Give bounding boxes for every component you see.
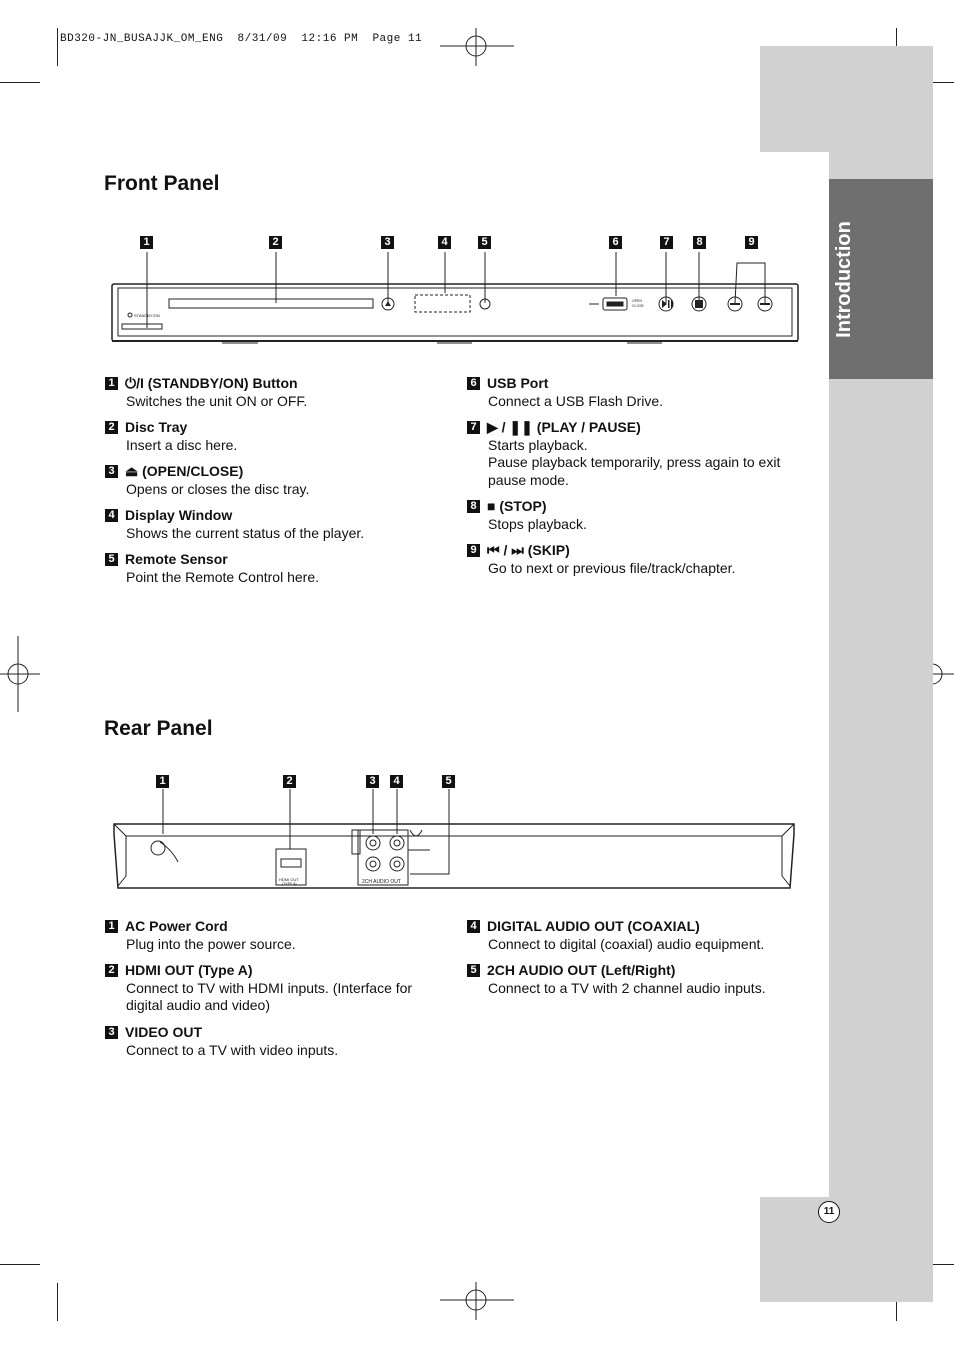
front-item-7 xyxy=(467,419,797,489)
front-item-8 xyxy=(467,498,797,533)
front-callout-4: 4 xyxy=(438,236,451,249)
rear-panel-illustration xyxy=(100,786,810,896)
item-desc: Shows the current status of the player. xyxy=(126,524,365,541)
margin-band-bottom xyxy=(760,1197,933,1302)
item-desc: Opens or closes the disc tray. xyxy=(126,480,310,497)
item-desc: Connect to TV with HDMI inputs. (Interface for digital audio and video) xyxy=(126,979,413,1013)
rear-item-3 xyxy=(105,1024,445,1059)
item-badge: 5 xyxy=(105,553,118,566)
front-panel-illustration xyxy=(100,248,810,353)
item-title: 2CH AUDIO OUT (Left/Right) xyxy=(487,962,676,978)
front-callout-9: 9 xyxy=(745,236,758,249)
front-callout-8: 8 xyxy=(693,236,706,249)
item-badge: 1 xyxy=(105,920,118,933)
item-title: Remote Sensor xyxy=(125,551,228,567)
rear-audio-text: 2CH AUDIO OUT xyxy=(362,879,401,885)
item-title: Disc Tray xyxy=(125,419,188,435)
item-desc-2: Pause playback temporarily, press again to exit pause mode. xyxy=(488,454,781,488)
item-title: VIDEO OUT xyxy=(125,1024,203,1040)
print-slug: BD320-JN_BUSAJJK_OM_ENG 8/31/09 12:16 PM Page 11 xyxy=(60,33,423,45)
margin-band-top xyxy=(760,46,933,152)
item-title: HDMI OUT (Type A) xyxy=(125,962,253,978)
rear-item-4 xyxy=(467,918,797,953)
item-desc: Stops playback. xyxy=(488,515,587,532)
item-badge: 2 xyxy=(105,964,118,977)
item-title: ⏮ / ⏭ (SKIP) xyxy=(487,542,570,558)
front-callout-5: 5 xyxy=(478,236,491,249)
rear-item-2 xyxy=(105,962,435,1015)
item-badge: 8 xyxy=(467,500,480,513)
rear-hdmi-text: HDMI OUT xyxy=(279,877,299,882)
front-item-6 xyxy=(467,375,797,410)
item-title: Display Window xyxy=(125,507,233,523)
section-tab-label-wrap xyxy=(829,179,859,379)
item-title: ⏏ (OPEN/CLOSE) xyxy=(125,463,244,479)
item-desc: Connect to digital (coaxial) audio equipment. xyxy=(488,935,765,952)
item-badge: 5 xyxy=(467,964,480,977)
rear-callout-3: 3 xyxy=(366,775,379,788)
front-close-text: CLOSE xyxy=(632,304,644,308)
item-badge: 2 xyxy=(105,421,118,434)
item-title: AC Power Cord xyxy=(125,918,228,934)
front-callout-1: 1 xyxy=(140,236,153,249)
item-desc: Connect to a TV with video inputs. xyxy=(126,1041,339,1058)
item-badge: 4 xyxy=(467,920,480,933)
front-item-3 xyxy=(105,463,445,498)
item-badge: 1 xyxy=(105,377,118,390)
item-desc: Starts playback. xyxy=(488,436,588,453)
item-badge: 6 xyxy=(467,377,480,390)
rear-item-5 xyxy=(467,962,797,997)
front-open-text: OPEN xyxy=(632,299,642,303)
front-callout-6: 6 xyxy=(609,236,622,249)
rear-panel-title: Rear Panel xyxy=(104,717,213,740)
item-title: ▶ / ❚❚ (PLAY / PAUSE) xyxy=(487,419,641,435)
item-desc: Plug into the power source. xyxy=(126,935,296,952)
item-badge: 9 xyxy=(467,544,480,557)
page-number: 11 xyxy=(818,1201,840,1223)
front-item-5 xyxy=(105,551,445,586)
front-item-9 xyxy=(467,542,797,577)
front-item-1 xyxy=(105,375,445,410)
rear-item-1 xyxy=(105,918,445,953)
item-badge: 4 xyxy=(105,509,118,522)
item-title: ⏻/I (STANDBY/ON) Button xyxy=(125,375,298,391)
rear-callout-4: 4 xyxy=(390,775,403,788)
rear-callout-2: 2 xyxy=(283,775,296,788)
section-tab-label: Introduction xyxy=(832,220,855,338)
front-callout-3: 3 xyxy=(381,236,394,249)
rear-callout-1: 1 xyxy=(156,775,169,788)
item-desc: Insert a disc here. xyxy=(126,436,238,453)
item-desc: Go to next or previous file/track/chapter. xyxy=(488,559,736,576)
front-callout-7: 7 xyxy=(660,236,673,249)
item-badge: 3 xyxy=(105,465,118,478)
item-title: DIGITAL AUDIO OUT (COAXIAL) xyxy=(487,918,700,934)
front-callout-2: 2 xyxy=(269,236,282,249)
front-item-4 xyxy=(105,507,445,542)
item-desc: Connect to a TV with 2 channel audio inputs. xyxy=(488,979,766,996)
front-standby-text: STANDBY/ON xyxy=(134,313,160,318)
item-desc: Connect a USB Flash Drive. xyxy=(488,392,664,409)
front-panel-title: Front Panel xyxy=(104,172,220,195)
item-badge: 7 xyxy=(467,421,480,434)
rear-callout-5: 5 xyxy=(442,775,455,788)
rear-hdmi-sub-text: (TYPE A) xyxy=(282,882,297,886)
front-item-2 xyxy=(105,419,445,454)
item-badge: 3 xyxy=(105,1026,118,1039)
item-desc: Point the Remote Control here. xyxy=(126,568,319,585)
item-title: ■ (STOP) xyxy=(487,498,547,514)
item-desc: Switches the unit ON or OFF. xyxy=(126,392,308,409)
item-title: USB Port xyxy=(487,375,549,391)
